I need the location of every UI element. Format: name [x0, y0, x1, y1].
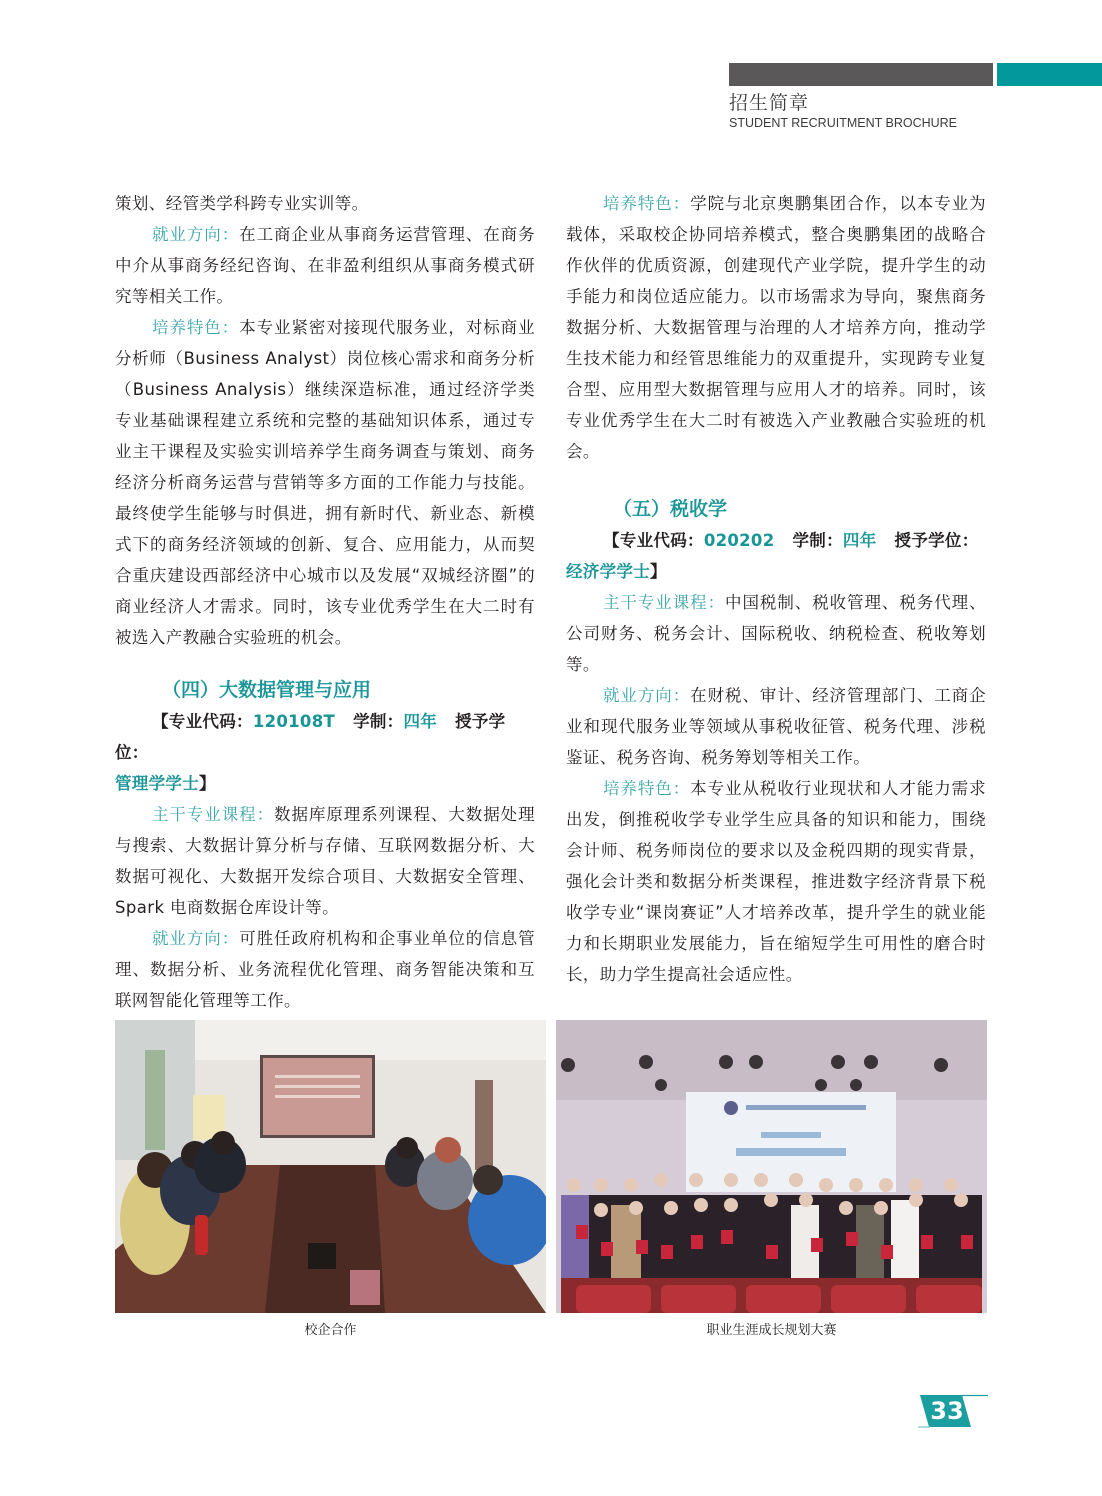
label-courses: 主干专业课程： [603, 593, 726, 612]
degree-value: 经济学学士 [566, 562, 650, 581]
label-features: 培养特色： [603, 194, 691, 213]
duration-label: 学制： [792, 531, 843, 550]
paragraph-career [115, 219, 535, 312]
paragraph-features-taxation [566, 773, 986, 990]
label-career: 就业方向： [152, 929, 240, 948]
header-bar-teal [997, 63, 1102, 86]
code-label: 【专业代码： [603, 531, 704, 550]
label-career: 就业方向： [603, 686, 691, 705]
paragraph-courses-taxation [566, 587, 986, 680]
page-number: 33 [930, 1397, 964, 1425]
photo-caption: 职业生涯成长规划大赛 [706, 1323, 837, 1338]
code-value: 120108T [252, 712, 336, 731]
group-photo-image [556, 1020, 987, 1313]
photo-career-planning-contest [556, 1020, 987, 1313]
paragraph-career-big-data [115, 923, 535, 1016]
duration-value: 四年 [403, 712, 438, 731]
paragraph-features [115, 312, 535, 653]
brochure-title-cn: 招生简章 [729, 92, 810, 114]
label-career: 就业方向： [152, 225, 240, 244]
major-meta-taxation [566, 525, 986, 587]
career-text: 可胜任政府机构和企事业单位的信息管理、数据分析、业务流程优化管理、商务智能决策和互联网智能化管理等工作。 [115, 929, 535, 1010]
right-column [566, 188, 986, 990]
paragraph-career-taxation [566, 680, 986, 773]
degree-value: 管理学学士 [115, 774, 199, 793]
features-text: 本专业从税收行业现状和人才能力需求出发，倒推税收学专业学生应具备的知识和能力，围绕会计师、税务师岗位的要求以及金税四期的现实背景，强化会计类和数据分析类课程，推进数字经济背景下税收学专业“课岗赛证”人才培养改革，提升学生的就业能力和长期职业发展能力，旨在缩短学生可用性的磨合时长，助力学生提高社会适应性。 [566, 779, 986, 984]
photo-caption: 校企合作 [304, 1323, 357, 1338]
paragraph-features-big-data [566, 188, 986, 467]
bracket-close: 】 [650, 562, 667, 581]
section-heading-big-data: （四）大数据管理与应用 [162, 679, 372, 701]
degree-label: 授予学位： [115, 712, 506, 762]
label-courses: 主干专业课程： [152, 805, 275, 824]
duration-value: 四年 [842, 531, 877, 550]
paragraph-courses [115, 799, 535, 923]
code-value: 020202 [703, 531, 775, 550]
brochure-title-en: STUDENT RECRUITMENT BROCHURE [729, 116, 958, 130]
meeting-room-image [115, 1020, 546, 1313]
features-text: 本专业紧密对接现代服务业，对标商业分析师（Business Analyst）岗位核心需求和商务分析（Business Analysis）继续深造标准，通过经济学类专业基础课程建立系统和完整的基础知识体系，通过专业主干课程及实验实训培养学生商务调查与策划、商务经济分析商务运营与营销等多方面的工作能力与技能。最终使学生能够与时俱进，拥有新时代、新业态、新模式下的商务经济领域的创新、复合、应用能力，从而契合重庆建设西部经济中心城市以及发展“双城经济圈”的商业经济人才需求。同时，该专业优秀学生在大二时有被选入产教融合实验班的机会。 [115, 318, 535, 647]
code-label: 【专业代码： [152, 712, 253, 731]
career-text: 在财税、审计、经济管理部门、工商企业和现代服务业等领域从事税收征管、税务代理、涉税鉴证、税务咨询、税务筹划等相关工作。 [566, 686, 986, 767]
major-meta-big-data [115, 706, 535, 799]
header-bar-gray [729, 63, 993, 86]
degree-label: 授予学位： [894, 531, 979, 550]
courses-text: 中国税制、税收管理、税务代理、公司财务、税务会计、国际税收、纳税检查、税收筹划等。 [566, 593, 986, 674]
courses-text: 数据库原理系列课程、大数据处理与搜索、大数据计算分析与存储、互联网数据分析、大数据可视化、大数据开发综合项目、大数据安全管理、Spark 电商数据仓库设计等。 [115, 805, 535, 917]
left-column [115, 188, 535, 1016]
label-features: 培养特色： [603, 779, 691, 798]
paragraph-continued: 策划、经管类学科跨专业实训等。 [115, 194, 369, 213]
section-heading-taxation: （五）税收学 [613, 498, 728, 520]
features-text: 学院与北京奥鹏集团合作，以本专业为载体，采取校企协同培养模式，整合奥鹏集团的战略合作伙伴的优质资源，创建现代产业学院，提升学生的动手能力和岗位适应能力。以市场需求为导向，聚焦商务数据分析、大数据管理与治理的人才培养方向，推动学生技术能力和经管思维能力的双重提升，实现跨专业复合型、应用型大数据管理与应用人才的培养。同时，该专业优秀学生在大二时有被选入产业教融合实验班的机会。 [566, 194, 986, 461]
duration-label: 学制： [353, 712, 404, 731]
career-text: 在工商企业从事商务运营管理、在商务中介从事商务经纪咨询、在非盈利组织从事商务模式研究等相关工作。 [115, 225, 535, 306]
photo-school-enterprise-meeting [115, 1020, 546, 1313]
label-features: 培养特色： [152, 318, 240, 337]
bracket-close: 】 [199, 774, 216, 793]
